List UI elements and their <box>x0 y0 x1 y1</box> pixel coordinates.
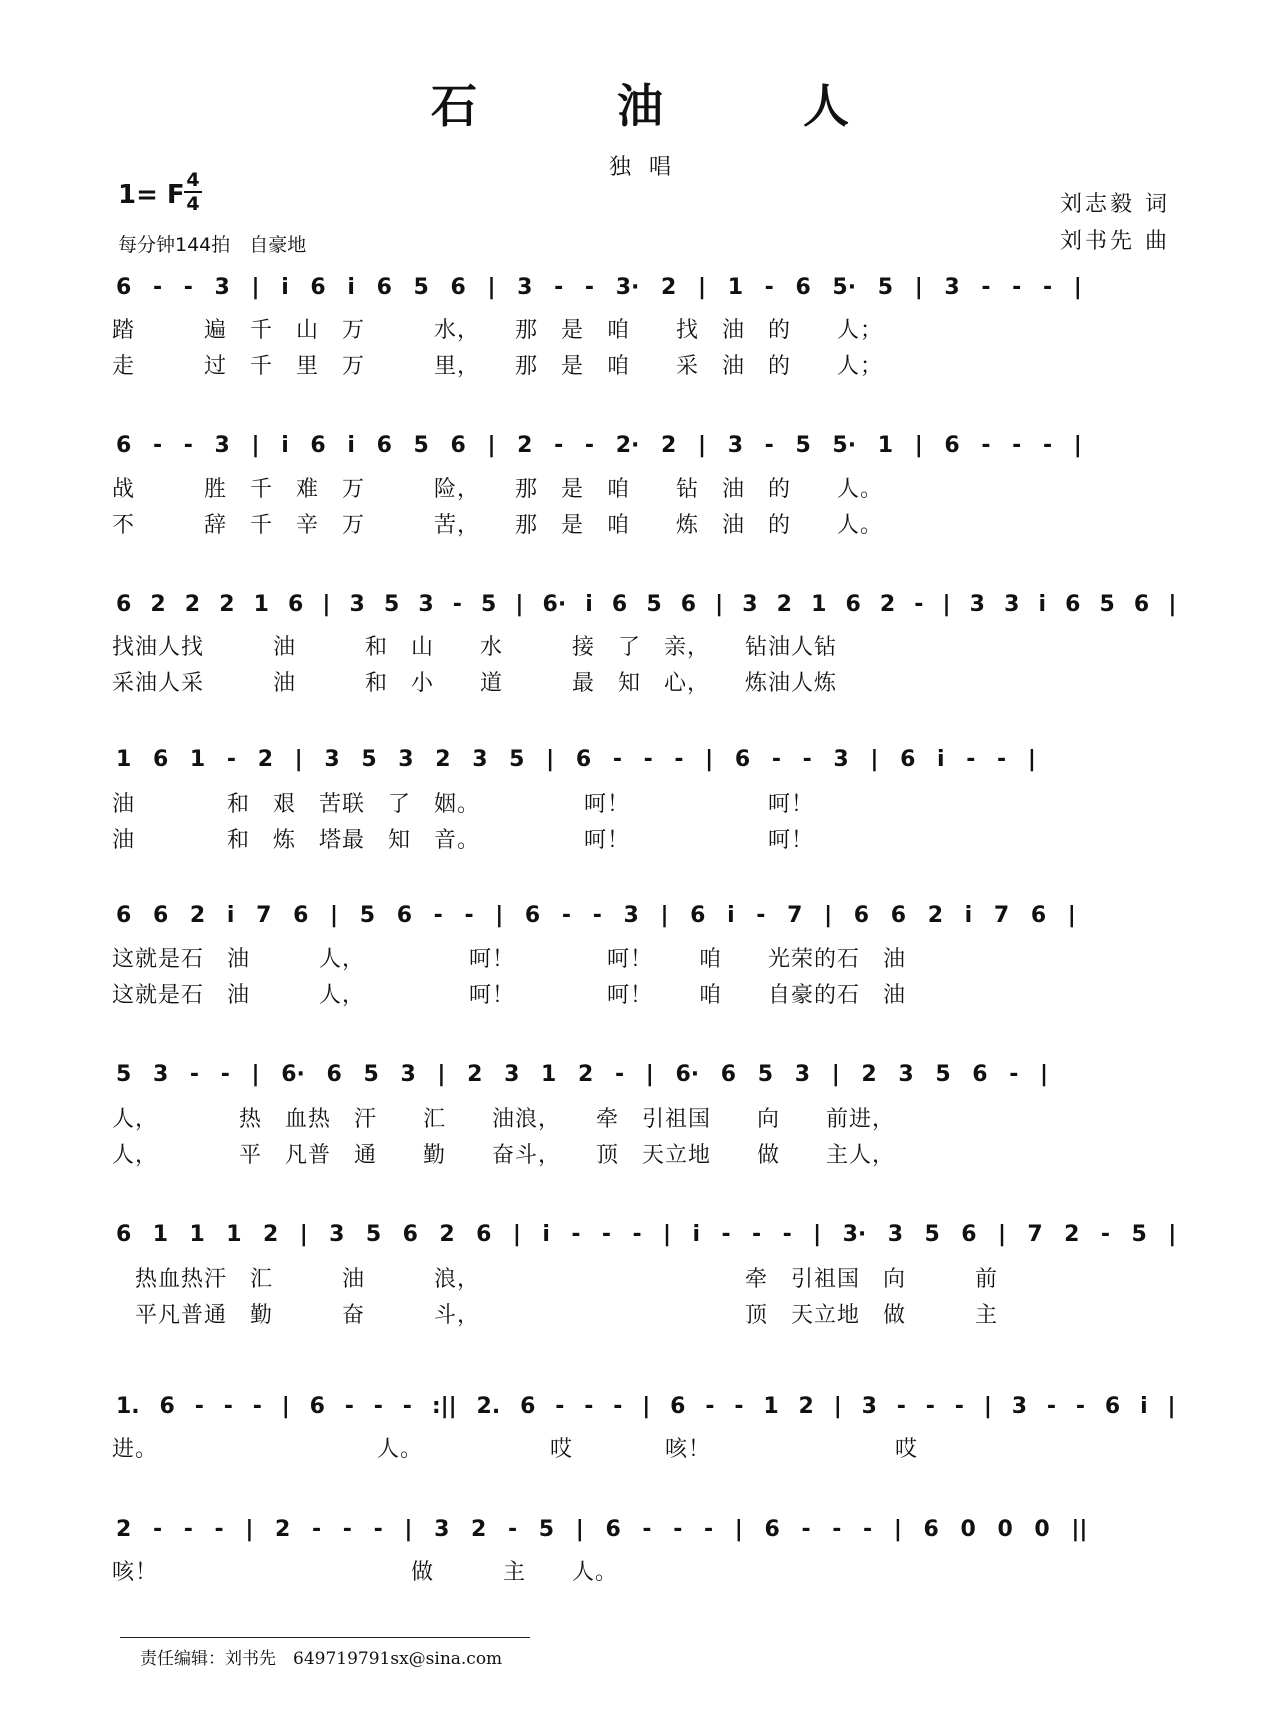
notation-row: 6 - - 3 | i 6 i 6 5 6 | 3 - - 3· 2 | 1 - 6 5· 5 | 3 - - - | <box>116 275 1082 300</box>
editor-footer: 责任编辑：刘书先 649719791sx@sina.com <box>140 1649 503 1669</box>
time-signature-bottom: 4 <box>186 193 200 215</box>
notation-row: 6 2 2 2 1 6 | 3 5 3 - 5 | 6· i 6 5 6 | 3 2 1 6 2 - | 3 3 i 6 5 6 | <box>116 592 1177 617</box>
lyric-line: 热血热汗 汇 油 浪， 牵 引祖国 向 前 <box>112 1267 999 1292</box>
lyric-line: 这就是石 油 人， 呵！ 呵！ 咱 自豪的石 油 <box>112 983 907 1008</box>
lyric-line: 采油人采 油 和 小 道 最 知 心， 炼油人炼 <box>112 671 838 696</box>
time-signature-top: 4 <box>186 169 200 191</box>
lyric-line: 走 过 千 里 万 里， 那 是 咱 采 油 的 人； <box>112 354 884 379</box>
notation-row: 6 1 1 1 2 | 3 5 6 2 6 | i - - - | i - - - | 3· 3 5 6 | 7 2 - 5 | <box>116 1222 1177 1247</box>
lyric-line: 找油人找 油 和 山 水 接 了 亲， 钻油人钻 <box>112 635 838 660</box>
notation-row: 6 - - 3 | i 6 i 6 5 6 | 2 - - 2· 2 | 3 - 5 5· 1 | 6 - - - | <box>116 433 1082 458</box>
lyric-line: 人， 热 血热 汗 汇 油浪， 牵 引祖国 向 前进， <box>112 1107 896 1132</box>
tempo-marking: 每分钟144拍 自豪地 <box>118 234 307 256</box>
notation-row: 2 - - - | 2 - - - | 3 2 - 5 | 6 - - - | 6 - - - | 6 0 0 0 || <box>116 1517 1088 1542</box>
lyric-line: 人， 平 凡普 通 勤 奋斗， 顶 天立地 做 主人， <box>112 1143 896 1168</box>
composer-credit: 刘书先 曲 <box>1060 229 1170 254</box>
lyric-line: 这就是石 油 人， 呵！ 呵！ 咱 光荣的石 油 <box>112 947 907 972</box>
lyric-line: 踏 遍 千 山 万 水， 那 是 咱 找 油 的 人； <box>112 318 884 343</box>
lyric-line: 油 和 炼 塔最 知 音。 呵！ 呵！ <box>112 828 815 853</box>
lyric-line: 咳！ 做 主 人。 <box>112 1560 619 1585</box>
subtitle: 独唱 <box>608 155 689 180</box>
page-title: 石 油 人 <box>430 79 912 133</box>
lyric-line: 进。 人。 哎 咳！ 哎 <box>112 1437 919 1462</box>
lyric-line: 不 辞 千 辛 万 苦， 那 是 咱 炼 油 的 人。 <box>112 513 884 538</box>
lyricist-credit: 刘志毅 词 <box>1060 192 1170 217</box>
time-signature <box>184 170 202 214</box>
notation-row: 5 3 - - | 6· 6 5 3 | 2 3 1 2 - | 6· 6 5 3 | 2 3 5 6 - | <box>116 1062 1049 1087</box>
notation-row: 1 6 1 - 2 | 3 5 3 2 3 5 | 6 - - - | 6 - - 3 | 6 i - - | <box>116 747 1036 772</box>
lyric-line: 平凡普通 勤 奋 斗， 顶 天立地 做 主 <box>112 1303 999 1328</box>
notation-row: 6 6 2 i 7 6 | 5 6 - - | 6 - - 3 | 6 i - 7 | 6 6 2 i 7 6 | <box>116 903 1076 928</box>
notation-row: 1. 6 - - - | 6 - - - :|| 2. 6 - - - | 6 - - 1 2 | 3 - - - | 3 - - 6 i | <box>116 1394 1176 1419</box>
key-signature: 1= F <box>118 180 185 210</box>
lyric-line: 油 和 艰 苦联 了 姻。 呵！ 呵！ <box>112 792 815 817</box>
lyric-line: 战 胜 千 难 万 险， 那 是 咱 钻 油 的 人。 <box>112 477 884 502</box>
footer-rule <box>120 1637 530 1638</box>
